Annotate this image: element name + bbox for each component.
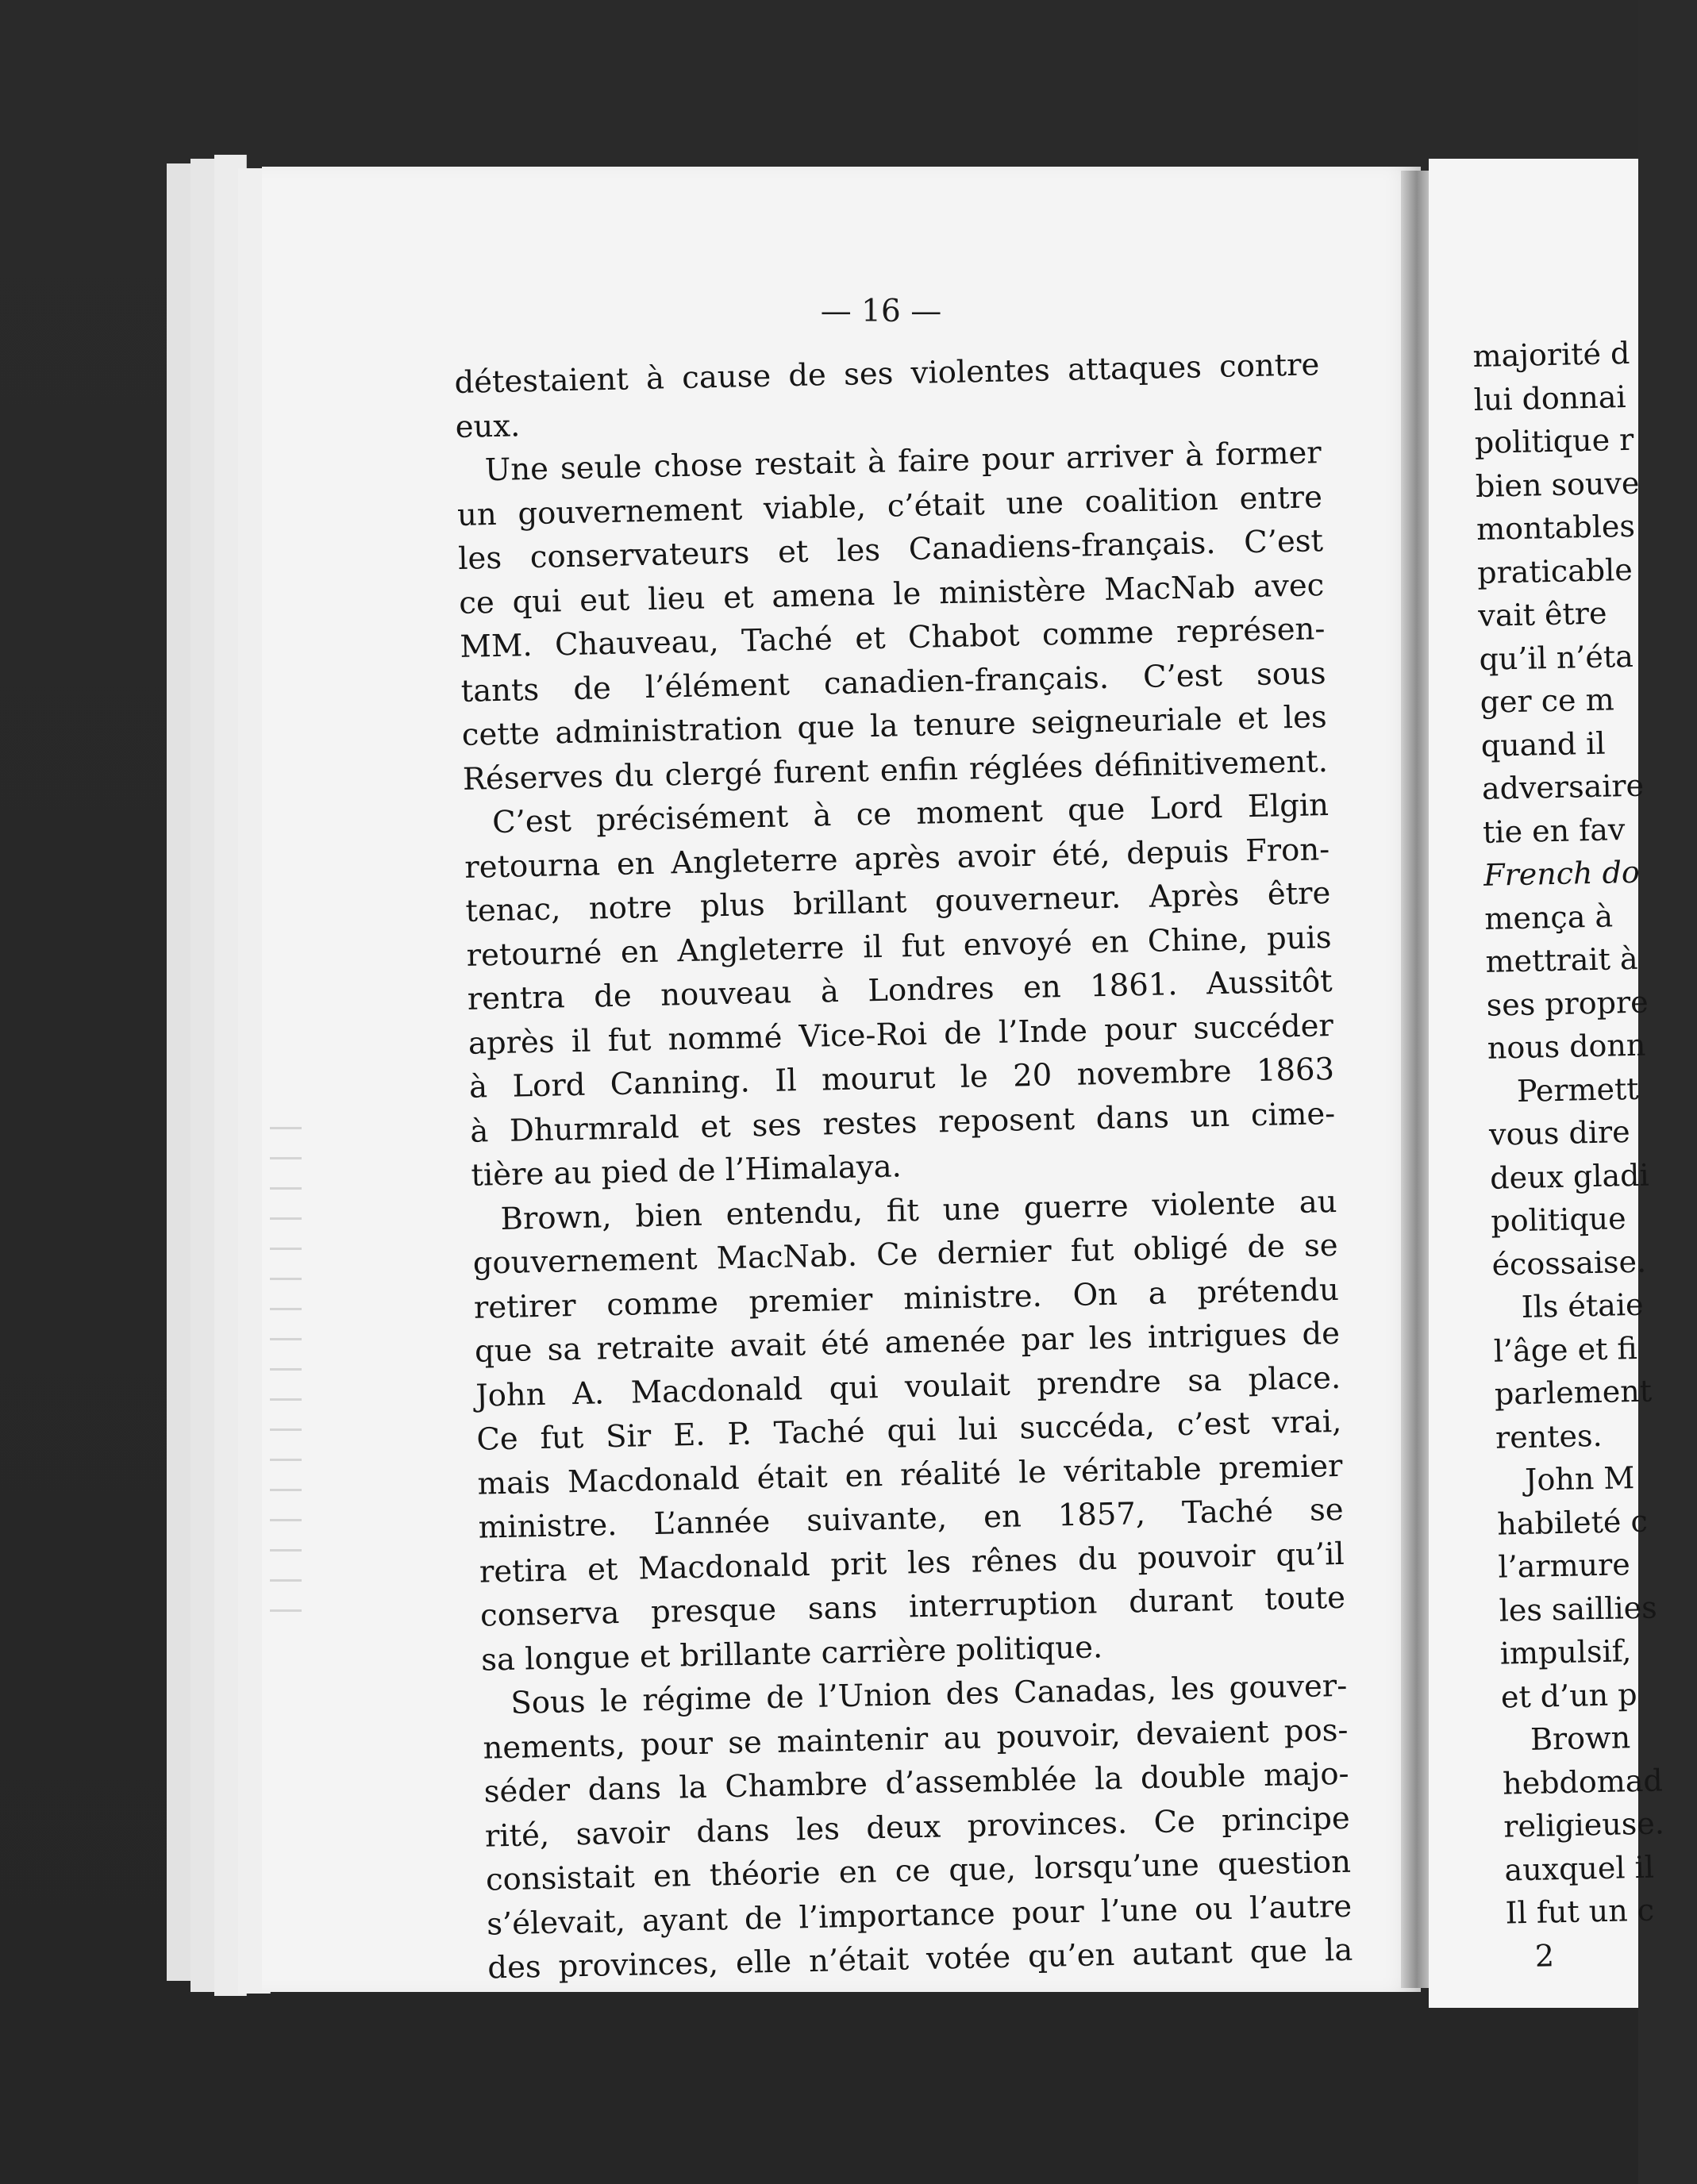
text-line: les saillies [1499, 1589, 1658, 1628]
text-line: retirer comme premier ministre. On a prétendu [473, 1271, 1340, 1326]
text-line: vait être [1477, 595, 1607, 633]
text-line: French do [1483, 854, 1641, 893]
page-edge [167, 163, 191, 1981]
left-page-text [454, 343, 1353, 1990]
text-line: politique r [1474, 421, 1634, 460]
text-line: un gouvernement viable, c’était une coalition entre [456, 479, 1323, 533]
text-line: nous donn [1487, 1027, 1646, 1066]
right-page-text [1472, 331, 1697, 1978]
margin-marks [270, 1111, 302, 1627]
text-line: auxquel il [1504, 1849, 1655, 1888]
text-line: nements, pour se maintenir au pouvoir, devaient pos- [483, 1712, 1349, 1767]
text-line: qu’il n’éta [1479, 638, 1634, 677]
text-line: Une seule chose restait à faire pour arriver à former [484, 435, 1322, 489]
text-line: ministre. L’année suivante, en 1857, Taché se [478, 1491, 1345, 1546]
book-gutter [1401, 171, 1433, 1988]
text-line: Réserves du clergé furent enfin réglées définitivement. [462, 743, 1329, 798]
text-line: habileté c [1496, 1503, 1649, 1542]
text-line: Permett [1516, 1071, 1639, 1109]
text-line: C’est précisément à ce moment que Lord Elgin [491, 787, 1330, 841]
text-line: tants de l’élément canadien-français. C’est sous [460, 655, 1326, 709]
text-line: l’âge et fi [1493, 1330, 1638, 1369]
text-line: des provinces, elle n’était votée qu’en autant que la [487, 1932, 1353, 1986]
text-line: lui donnai [1473, 379, 1626, 417]
text-line: retourna en Angleterre après avoir été, depuis Fron- [464, 831, 1330, 886]
text-line: adversaire [1481, 767, 1645, 806]
text-line: John M [1524, 1460, 1635, 1498]
text-line: mais Macdonald était en réalité le véritable premier [477, 1448, 1343, 1502]
text-line: ses propre [1486, 984, 1649, 1023]
text-line: tière au pied de l’Himalaya. [471, 1148, 902, 1194]
text-line: gouvernement MacNab. Ce dernier fut obligé de se [472, 1227, 1339, 1282]
text-line: deux gladi [1489, 1157, 1650, 1196]
text-line: Brown, bien entendu, fit une guerre violente au [500, 1183, 1337, 1237]
text-line: s’élevait, ayant de l’importance pour l’une ou l’autre [486, 1888, 1353, 1943]
text-line: les conservateurs et les Canadiens-français. C’est [457, 523, 1324, 577]
text-line: que sa retraite avait été amenée par les intrigues de [474, 1315, 1341, 1370]
text-line: après il fut nommé Vice-Roi de l’Inde pour succéder [468, 1007, 1334, 1062]
text-line: politique [1490, 1201, 1627, 1239]
text-line: à Dhurmrald et ses restes reposent dans un cime- [469, 1095, 1336, 1150]
text-line: parlement [1494, 1373, 1653, 1412]
text-line: l’armure [1498, 1547, 1631, 1585]
text-line: Ce fut Sir E. P. Taché qui lui succéda, c’est vrai, [476, 1403, 1342, 1458]
text-line: rentes. [1495, 1417, 1603, 1455]
text-line: écossaise. [1491, 1244, 1647, 1282]
text-line: mença à [1483, 898, 1614, 936]
text-line: Il fut un c [1505, 1892, 1655, 1931]
text-line: retourné en Angleterre il fut envoyé en Chine, puis [466, 919, 1332, 974]
text-line: John A. Macdonald qui voulait prendre sa place. [475, 1359, 1341, 1414]
text-line: sa longue et brillante carrière politique. [480, 1628, 1103, 1678]
text-line: rentra de nouveau à Londres en 1861. Aussitôt [467, 963, 1333, 1017]
text-line: montables [1476, 508, 1636, 547]
text-line: à Lord Canning. Il mourut le 20 novembre 1863 [468, 1051, 1335, 1105]
text-line: Sous le régime de l’Union des Canadas, les gouver- [510, 1667, 1348, 1721]
text-line: hebdomad [1502, 1762, 1664, 1801]
text-line: mettrait à [1485, 940, 1639, 979]
text-line: impulsif, [1499, 1633, 1632, 1671]
text-line: religieuse. [1503, 1805, 1665, 1844]
text-line: eux. [455, 407, 521, 445]
text-line: conserva presque sans interruption durant toute [479, 1579, 1346, 1634]
text-line: majorité d [1472, 335, 1630, 374]
text-line: tenac, notre plus brillant gouverneur. Après être [465, 875, 1331, 929]
text-line: MM. Chauveau, Taché et Chabot comme représen- [460, 611, 1326, 665]
text-line: vous dire [1488, 1114, 1631, 1152]
page-number: — 16 — [820, 294, 942, 329]
text-line: et d’un p [1500, 1676, 1637, 1715]
text-line: quand il [1480, 725, 1606, 763]
text-line: tie en fav [1482, 811, 1626, 850]
text-line: ce qui eut lieu et amena le ministère MacNab avec [458, 567, 1325, 621]
text-line: séder dans la Chambre d’assemblée la double majo- [483, 1755, 1350, 1810]
text-line: bien souve [1475, 465, 1640, 504]
text-line: cette administration que la tenure seigneuriale et les [461, 699, 1328, 753]
text-line: détestaient à cause de ses violentes attaques contre [454, 347, 1320, 401]
text-line: ger ce m [1480, 682, 1615, 720]
text-line: 2 [1534, 1937, 1555, 1974]
text-line: Brown [1530, 1720, 1631, 1757]
text-line: rité, savoir dans les deux provinces. Ce principe [484, 1800, 1351, 1855]
text-line: Ils étaie [1521, 1286, 1644, 1325]
page-edge [190, 159, 215, 1992]
text-line: consistait en théorie en ce que, lorsqu’une question [485, 1844, 1352, 1898]
text-line: retira et Macdonald prit les rênes du pouvoir qu’il [479, 1536, 1345, 1590]
text-line: praticable [1476, 552, 1634, 590]
